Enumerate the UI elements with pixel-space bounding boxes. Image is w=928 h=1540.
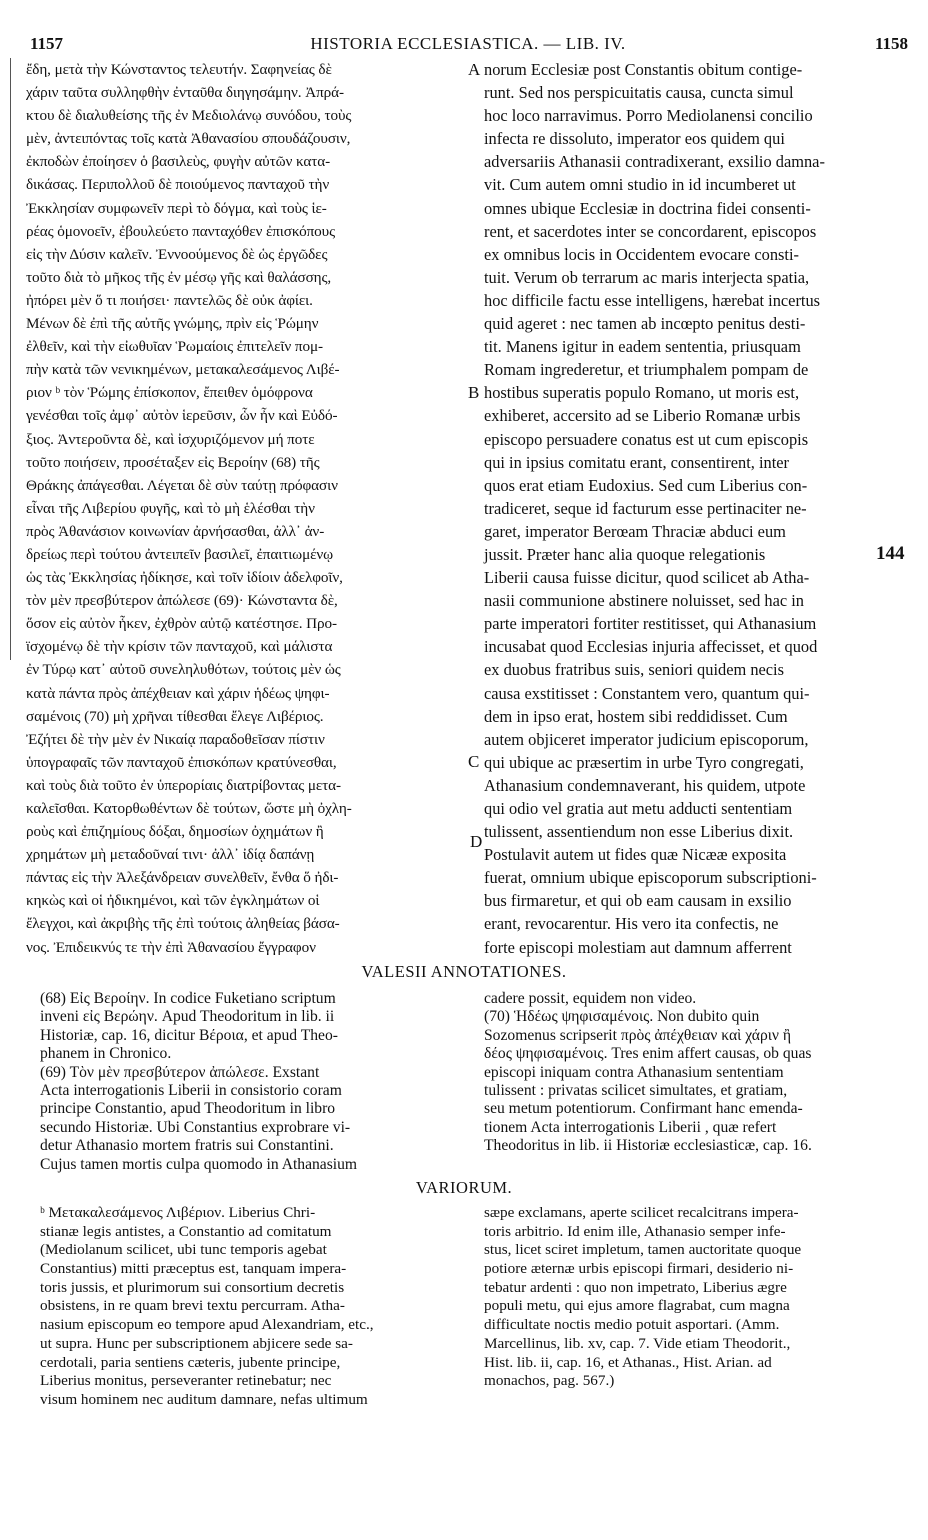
greek-text-line: ἐλθεῖν, καὶ τὴν εἰωθυῖαν Ῥωμαίοις ἐπιτελεῖν πομ- — [26, 338, 323, 356]
running-title: HISTORIA ECCLESIASTICA. — LIB. IV. — [310, 34, 626, 53]
latin-text-line: garet, imperator Berœam Thraciæ abduci eum — [484, 521, 786, 541]
variorum-left-column — [40, 1204, 460, 1410]
latin-text-line: norum Ecclesiæ post Constantis obitum contige- — [484, 60, 803, 79]
annotation-line: tionem Acta interrogationis Liberii , quæ refert — [484, 1118, 777, 1136]
greek-text-line: Μένων δὲ ἐπὶ τῆς αὐτῆς γνώμης, πρὶν εἰς Ῥώμην — [26, 315, 319, 333]
variorum-line: ut supra. Hunc per subscriptionem abjicere sede sa- — [40, 1334, 353, 1352]
variorum-line: toris jussis, et plurimorum sui consortium decretis — [40, 1278, 345, 1296]
margin-number: 144 — [876, 543, 905, 564]
variorum-line: cerdotali, paria sentiens cæteris, jubente principe, — [40, 1353, 341, 1371]
greek-text-line: ριον ᵇ τὸν Ῥώμης ἐπίσκοπον, ἔπειθεν ὁμόφρονα — [26, 384, 313, 402]
variorum-line: ᵇ Μετακαλεσάμενος Λιβέριον. Liberius Chri- — [40, 1204, 316, 1221]
variorum-line: (Mediolanum scilicet, ubi tunc temporis agebat — [40, 1241, 327, 1259]
greek-text-line: εἶναι τῆς Λιβερίου φυγῆς, καὶ τὸ μὴ ἑλέσθαι τὴν — [26, 499, 315, 517]
variorum-line: visum hominem nec auditum damnare, nefas ultimum — [40, 1390, 368, 1408]
greek-text-line: Ἐζήτει δὲ τὴν μὲν ἐν Νικαίᾳ παραδοθεῖσαν πίστιν — [26, 730, 325, 748]
latin-text-line: tuit. Verum ob terrarum ac maris interjecta spatia, — [484, 267, 810, 287]
latin-text-line: incusabat quod Ecclesias injuria affecisset, et quod — [484, 637, 818, 657]
annotation-line: (68) Εἰς Βεροίην. In codice Fuketiano scriptum — [40, 990, 336, 1007]
valesii-title: VALESII ANNOTATIONES. — [361, 962, 567, 981]
variorum-line: difficultate noctis medio potuit asportari. (Amm. — [484, 1316, 780, 1334]
annotation-line: (69) Τὸν μὲν πρεσβύτερον ἀπώλεσε. Exstant — [40, 1063, 320, 1081]
greek-text-line: ὅσον εἰς αὐτὸν ἧκεν, ἐχθρὸν αὐτῷ κατέστησε. Προ- — [26, 615, 337, 633]
greek-text-line: σαμένοις (70) μὴ χρῆναι τίθεσθαι ἔλεγε Λιβέριος. — [26, 707, 324, 725]
annotation-line: secundo Historiæ. Ubi Constantius exprobrare vi- — [40, 1118, 351, 1136]
latin-text-line: autem objiceret imperator judicium episcoporum, — [484, 729, 809, 749]
greek-text-line: καὶ τοὺς διὰ τοῦτο ἐν ὑπερορίαις διατρίβοντας μετα- — [26, 776, 341, 794]
greek-text-line: καλεῖσθαι. Κατορθωθέντων δὲ τούτων, ὥστε μὴ ὀχλη- — [26, 800, 352, 817]
latin-text-line: rent, et sacerdotes inter se concordarent, episcopos — [484, 221, 817, 241]
latin-text-line: infecta re dissoluto, imperator eos quidem qui — [484, 129, 785, 149]
annotation-line: seu metum potentiorum. Confirmant hanc emenda- — [484, 1100, 803, 1118]
annotation-line: Cujus tamen mortis culpa quomodo in Athanasium — [40, 1155, 358, 1173]
latin-text-line: ex duobus fratribus suis, seniori quidem necis — [484, 660, 784, 680]
annotation-line: Acta interrogationis Liberii in consistorio coram — [40, 1081, 342, 1099]
margin-rule — [10, 58, 11, 660]
variorum-line: Marcellinus, lib. xv, cap. 7. Vide etiam Theodorit., — [484, 1334, 791, 1352]
greek-text-line: τὸν μὲν πρεσβύτερον ἀπώλεσε (69)· Κώνσταντα δὲ, — [26, 592, 338, 610]
annotation-line: Sozomenus scripserit πρὸς ἀπέχθειαν καὶ χάριν ἢ — [484, 1026, 792, 1044]
greek-text-line: πάντας εἰς τὴν Ἀλεξάνδρειαν συνελθεῖν, ἔνθα ὅ ἠδι- — [26, 869, 339, 887]
greek-text-line: πρὸς Ἀθανάσιον κοινωνίαν ἀρνήσασθαι, ἀλλ᾽ ἀν- — [26, 522, 325, 540]
annotation-line: Historiæ, cap. 16, dicitur Βέροια, et apud Theo- — [40, 1026, 338, 1044]
greek-text-column — [26, 58, 466, 959]
latin-text-line: exhiberet, accersito ad se Liberio Romanæ urbis — [484, 406, 801, 426]
annotation-line: episcopi iniquam contra Athanasium sententiam — [484, 1063, 784, 1081]
latin-text-line: qui in ipsius comitatu erant, consentirent, inter — [484, 452, 789, 472]
variorum-line: Hist. lib. ii, cap. 16, et Athanas., Hist. Arian. ad — [484, 1353, 772, 1371]
annotation-line: inveni εἰς Βερώην. Apud Theodoritum in lib. ii — [40, 1008, 335, 1026]
section-marker-b: B — [468, 383, 480, 402]
annotation-line: principe Constantio, apud Theodoritum in libro — [40, 1100, 336, 1118]
latin-text-line: Athanasium condemnaverant, his quidem, utpote — [484, 775, 806, 795]
section-marker-d: D — [470, 832, 483, 851]
variorum-line: Liberius monitus, perseveranter retinebatur; nec — [40, 1372, 332, 1390]
variorum-line: populi metu, qui ejus amore flagrabat, cum magna — [484, 1297, 790, 1315]
greek-text-line: ἐν Τύρῳ κατ᾽ αὐτοῦ συνεληλυθότων, τούτοις μὲν ὡς — [26, 661, 341, 679]
greek-text-line: κατὰ πάντα πρὸς ἀπέχθειαν καὶ χάριν ἡδέως ψηφι- — [26, 684, 330, 702]
greek-text-line: ὑπογραφαῖς τῶν πανταχοῦ ἐπισκόπων κρατύνεσθαι, — [26, 753, 337, 771]
greek-text-line: ϊσχομένῳ δὲ τὴν κρίσιν τῶν πανταχοῦ, καὶ μάλιστα — [26, 638, 333, 656]
greek-text-line: πὴν κατὰ τῶν νενικημένων, μετακαλεσάμενος Λιβέ- — [26, 361, 340, 379]
greek-text-line: μὲν, ἀντειπόντας τοῖς κατὰ Ἀθανασίου σπουδάζουσιν, — [26, 130, 351, 148]
greek-text-line: χάριν ταῦτα συλληφθὴν ἐνταῦθα διηγησάμην. Ἀπρά- — [26, 84, 344, 102]
greek-text-line: ἔλεγχοι, καὶ ἀκριβὴς τῆς ἐπὶ τούτοις ἀληθείας βάσα- — [26, 915, 340, 933]
annotation-line: Theodoritus in lib. ii Historiæ ecclesiasticæ, cap. 16. — [484, 1137, 812, 1155]
latin-text-line: nasii communione abstinere noluisset, sed hac in — [484, 591, 805, 611]
latin-text-line: Liberii causa fuisse dicitur, quod scilicet ab Atha- — [484, 568, 810, 588]
variorum-line: Constantius) mitti præceptus est, tanquam impera- — [40, 1260, 347, 1278]
variorum-line: monachos, pag. 567.) — [484, 1372, 615, 1390]
latin-text-line: causa exstitisset : Constantem vero, quantum qui- — [484, 683, 810, 703]
right-page-number: 1158 — [874, 34, 908, 53]
variorum-line: nasium episcopum eo tempore apud Alexandriam, etc., — [40, 1316, 374, 1334]
latin-text-line: erant, revocarentur. His vero ita confectis, ne — [484, 914, 779, 934]
latin-text-line: parte imperatori fortiter restitisset, qui Athanasium — [484, 614, 817, 634]
greek-text-line: νος. Ἐπιδεικνύς τε τὴν ἐπὶ Ἀθανασίου ἔγγραφον — [26, 938, 316, 956]
variorum-line: tebatur ardenti : quo non impetrato, Liberius ægre — [484, 1278, 787, 1296]
variorum-line: stus, licet sciret impletum, tamen auctoritate quoque — [484, 1241, 802, 1259]
latin-text-line: tradiceret, seque id facturum esse pertinaciter ne- — [484, 498, 807, 518]
greek-text-line: Ἐκκλησίαν συμφωνεῖν περὶ τὸ δόγμα, καὶ τοὺς ἱε- — [26, 199, 327, 217]
latin-text-line: qui ubique ac præsertim in urbe Tyro congregati, — [484, 752, 804, 772]
greek-text-line: δικάσας. Περιπολλοῦ δὲ ποιούμενος πανταχοῦ τὴν — [26, 176, 330, 194]
greek-text-line: κτου δὲ διαλυθείσης τῆς ἐν Μεδιολάνῳ συνόδου, τοὺς — [26, 107, 352, 125]
variorum-line: toris arbitrio. Id enim ille, Athanasio semper infe- — [484, 1222, 786, 1240]
latin-text-line: fuerat, omnium ubique episcoporum subscriptioni- — [484, 868, 817, 888]
greek-text-line: ἐκποδὼν ἐποίησεν ὁ βασιλεὺς, φυγὴν αὐτῶν κατα- — [26, 153, 331, 171]
latin-text-line: tit. Manens igitur in eadem sententia, priusquam — [484, 337, 801, 357]
latin-text-line: Postulavit autem ut fides quæ Nicææ exposita — [484, 845, 787, 865]
variorum-line: sæpe exclamans, aperte scilicet recalcitrans impera- — [484, 1204, 799, 1221]
latin-text-line: Romam ingrederetur, et triumphalem pompam de — [484, 360, 809, 380]
variorum-title: VARIORUM. — [415, 1178, 513, 1197]
latin-text-line: hoc difficile factu esse intelligens, hærebat incertus — [484, 290, 821, 310]
running-header — [28, 34, 908, 56]
variorum-right-column — [484, 1204, 904, 1391]
greek-text-line: ξιος. Ἀντεροῦντα δὲ, καὶ ἰσχυριζόμενον μή ποτε — [26, 430, 315, 448]
latin-text-line: adversariis Athanasii contradixerant, exsilio damna- — [484, 152, 825, 172]
left-page-number: 1157 — [30, 34, 64, 53]
annotation-line: phanem in Chronico. — [40, 1045, 172, 1063]
annotation-line: cadere possit, equidem non video. — [484, 990, 697, 1007]
greek-text-line: χρημάτων μὴ μεταδοῦναί τινι· ἀλλ᾽ ἰδίᾳ δαπάνῃ — [26, 846, 315, 864]
latin-text-line: omnes ubique Ecclesiæ in doctrina fidei consenti- — [484, 198, 811, 218]
variorum-line: obsistens, in re quam brevi textu percurram. Atha- — [40, 1297, 345, 1315]
latin-text-line: jussit. Præter hanc alia quoque relegationis — [484, 544, 766, 564]
latin-text-line: dem in ipso erat, hostem sibi reddidisset. Cum — [484, 706, 788, 726]
greek-text-line: ὡς τὰς Ἐκκλησίας ἠδίκησε, καὶ τοῖν ἰδίοιν ἀδελφοῖν, — [26, 569, 343, 587]
latin-text-line: hoc loco narravimus. Porro Mediolanensi concilio — [484, 106, 813, 126]
greek-text-line: γενέσθαι τοῖς ἀμφ᾽ αὐτὸν ἱερεῦσιν, ὧν ἦν καὶ Εὐδό- — [26, 407, 338, 425]
annotation-line: (70) Ἡδέως ψηφισαμένοις. Non dubito quin — [484, 1008, 760, 1026]
variorum-line: stianæ legis antistes, a Constantio ad comitatum — [40, 1222, 332, 1240]
greek-text-line: Θράκης ἀπάγεσθαι. Λέγεται δὲ σὺν ταύτῃ πρόφασιν — [26, 476, 338, 494]
greek-text-line: δρείως περὶ τούτου ἀντειπεῖν βασιλεῖ, ἐπαιτιωμένῳ — [26, 545, 334, 563]
latin-text-column — [484, 58, 904, 959]
latin-text-line: tulissent, assentiendum non esse Liberius dixit. — [484, 822, 794, 842]
greek-text-line: τοῦτο διὰ τὸ μῆκος τῆς ἐν μέσῳ γῆς καὶ θαλάσσης, — [26, 268, 332, 286]
latin-text-line: quid ageret : nec tamen ab incœpto penitus desti- — [484, 314, 806, 334]
latin-text-line: vit. Cum autem omni studio in id incumberet ut — [484, 175, 796, 195]
latin-text-line: episcopo persuadere conatus est ut cum episcopis — [484, 429, 809, 449]
valesii-left-column — [40, 990, 460, 1174]
greek-text-line: κηκὼς καὶ οἱ ἠδικημένοι, καὶ τῶν ἐγκλημάτων οἱ — [26, 892, 320, 910]
latin-text-line: ex omnibus locis in Occidentem evocare consti- — [484, 244, 799, 264]
greek-text-line: εἰς τὴν Δύσιν καλεῖν. Ἐννοούμενος δὲ ὡς ἐργῶδες — [26, 245, 328, 263]
latin-text-line: hostibus superatis populo Romano, ut moris est, — [484, 383, 800, 403]
greek-text-line: ἠπόρει μὲν ὅ τι ποιήσει· παντελῶς δὲ οὐκ ἀφίει. — [26, 291, 313, 309]
latin-text-line: bus firmaretur, et qui ob eam causam in exsilio — [484, 891, 792, 911]
greek-text-line: ἔδη, μετὰ τὴν Κώνσταντος τελευτήν. Σαφηνείας δὲ — [26, 61, 332, 78]
annotation-line: tulissent : privatas scilicet simultates, et gratiam, — [484, 1081, 788, 1099]
annotation-line: δέος ψηφισαμένοις. Tres enim affert causas, ob quas — [484, 1045, 812, 1063]
latin-text-line: runt. Sed nos perspicuitatis causa, cuncta simul — [484, 83, 794, 103]
latin-text-line: forte episcopi molestiam aut damnum afferrent — [484, 937, 792, 957]
greek-text-line: τοῦτο ποιήσειν, προσέταξεν εἰς Βεροίην (68) τῆς — [26, 453, 320, 471]
latin-text-line: quos erat etiam Eudoxius. Sed cum Liberius con- — [484, 475, 808, 495]
section-marker-c: C — [468, 752, 480, 771]
greek-text-line: ρέας ὁμονοεῖν, ἐβουλεύετο πανταχόθεν ἐπισκόπους — [26, 222, 335, 240]
section-marker-a: A — [468, 60, 481, 79]
annotation-line: detur Athanasio mortem fratris sui Constantini. — [40, 1137, 334, 1155]
variorum-line: potiore æternæ urbis episcopi firmari, desiderio ni- — [484, 1260, 794, 1278]
valesii-right-column — [484, 990, 904, 1156]
latin-text-line: qui odio vel gratia aut metu adducti sententiam — [484, 799, 793, 818]
greek-text-line: ροὺς καὶ ἐπιζημίους δόξαι, δημοσίων ὀχημάτων ἢ — [26, 823, 324, 841]
